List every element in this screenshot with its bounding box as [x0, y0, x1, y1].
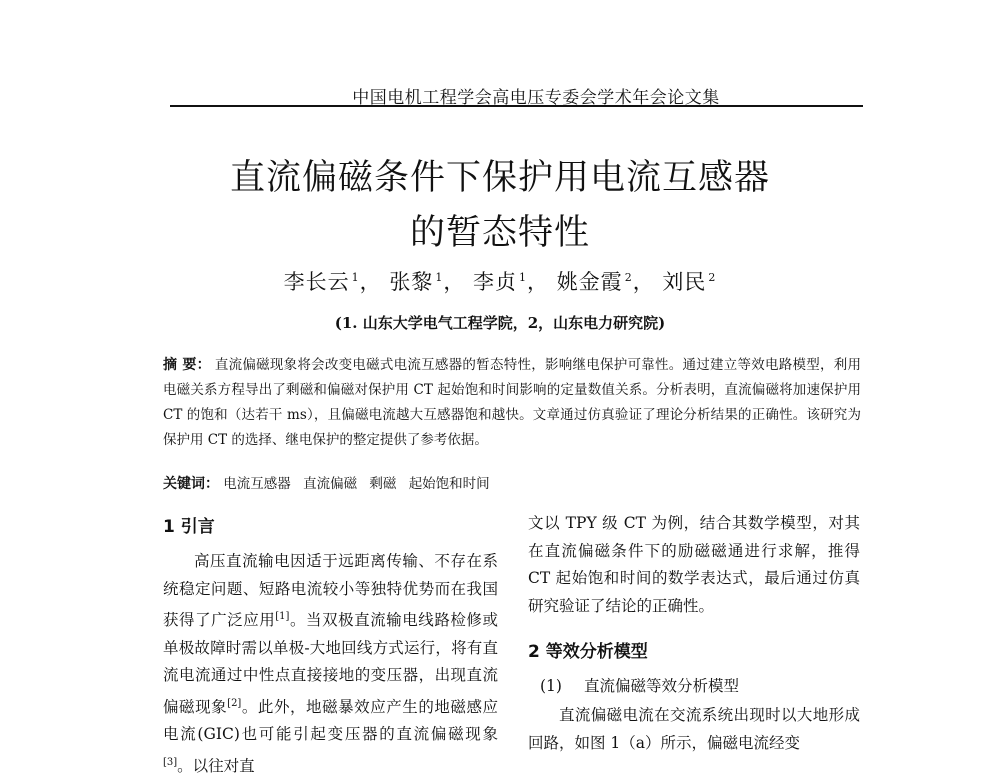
author: 刘民 $^2$: [662, 270, 717, 294]
subsection-number: (1): [540, 677, 562, 695]
keyword: 直流偏磁: [303, 476, 358, 492]
author: 李贞 $^1$，: [473, 270, 549, 294]
author: 张黎 $^1$，: [389, 270, 466, 294]
abstract-label: 摘 要：: [163, 357, 211, 373]
citation: [1]: [275, 611, 290, 622]
paper-title-line1: 直流偏磁条件下保护用电流互感器: [229, 158, 770, 198]
author-list: [230, 266, 770, 296]
section-2-heading: 2 等效分析模型: [528, 642, 648, 662]
journal-header: 中国电机工程学会高电压专委会学术年会论文集: [352, 88, 720, 108]
section-2-paragraph: 直流偏磁电流在交流系统出现时以大地形成回路，如图 1（a）所示，偏磁电流经变: [528, 706, 860, 752]
abstract-text: 直流偏磁现象将会改变电磁式电流互感器的暂态特性，影响继电保护可靠性。通过建立等效电路模型，利用电磁关系方程导出了剩磁和偏磁对保护用 CT 起始饱和时间影响的定量数值关系。分析表明，直流偏磁将加速保护用 CT 的饱和（达若干 ms），且偏磁电流越大互感器饱和越快。文章通过仿真验证了理论分析结果的正确性。该研究为保护用 CT 的选择、继电保护的整定提供了参考依据。: [163, 357, 862, 448]
subsection-heading: [540, 674, 739, 696]
abstract: [163, 353, 861, 453]
header-rule: [170, 105, 863, 107]
author: 李长云 $^1$，: [283, 270, 382, 294]
section-1-paragraph-continued: 文以 TPY 级 CT 为例，结合其数学模型，对其在直流偏磁条件下的励磁磁通进行求解，推得 CT 起始饱和时间的数学表达式，最后通过仿真研究验证了结论的正确性。: [528, 514, 860, 615]
paper-title-line2: 的暂态特性: [409, 213, 590, 253]
section-1-paragraph: 高压直流输电因适于远距离传输、不存在系统稳定问题、短路电流较小等独特优势而在我国获得了广泛应用[1]。当双极直流输电线路检修或单极故障时需以单极-大地回线方式运行，将有直流电流通过中性点直接接地的变压器，出现直流偏磁现象[2]。此外，地磁暴效应产生的地磁感应电流(GIC)也可能引起变压器的直流偏磁现象[3]。以往对直: [163, 552, 498, 775]
affiliation: (1. 山东大学电气工程学院，2，山东电力研究院): [334, 314, 666, 332]
author: 姚金霞 $^2$，: [556, 270, 655, 294]
keyword: 电流互感器: [223, 476, 291, 492]
keywords-label: 关键词：: [163, 476, 219, 492]
citation: [3]: [163, 756, 178, 768]
citation: [2]: [227, 697, 242, 709]
keywords: [163, 472, 861, 493]
keyword: 起始饱和时间: [408, 476, 490, 492]
subsection-title: 直流偏磁等效分析模型: [583, 677, 739, 695]
keyword: 剩磁: [369, 476, 397, 492]
section-1-heading: 1 引言: [163, 517, 215, 537]
